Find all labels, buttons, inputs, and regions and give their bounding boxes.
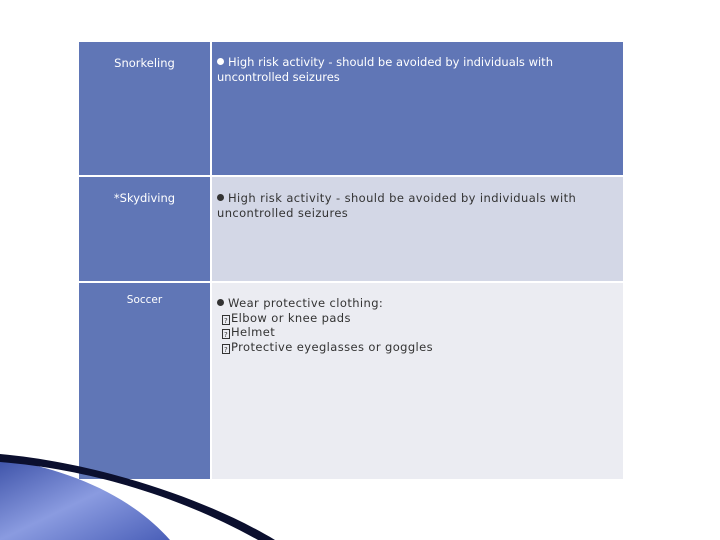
activity-cell: [79, 42, 211, 176]
activity-label: *Skydiving: [113, 191, 176, 205]
bullet-dot-icon: [217, 299, 224, 306]
activity-label: Soccer: [126, 294, 163, 306]
corner-swoosh-decoration: [0, 440, 300, 540]
bullet-dot-icon: [217, 194, 224, 201]
description-cell: [211, 42, 623, 176]
bullet-line: [217, 296, 383, 310]
bullet-dot-icon: [217, 58, 224, 65]
bullet-text: High risk activity - should be avoided by individuals with uncontrolled seizures: [217, 191, 577, 220]
activity-table: [79, 42, 623, 479]
missing-glyph-icon: ?: [223, 345, 229, 354]
table-row: [79, 42, 623, 176]
bullet-text: High risk activity - should be avoided by individuals with uncontrolled seizures: [217, 55, 553, 84]
bullet-line: [217, 191, 576, 220]
bullet-line: [217, 55, 553, 84]
description-cell: [211, 176, 623, 282]
sub-item: [217, 311, 623, 326]
missing-glyph-icon: ?: [223, 331, 229, 339]
sub-item: [217, 325, 623, 340]
activity-cell: [79, 176, 211, 282]
missing-glyph-icon: ?: [223, 316, 229, 325]
sub-item-text: Helmet: [231, 325, 276, 339]
table-row: [79, 176, 623, 282]
sub-item: [217, 340, 623, 355]
bullet-text: Wear protective clothing:: [228, 296, 384, 310]
sub-item-text: Elbow or knee pads: [231, 310, 351, 325]
activity-label: Snorkeling: [114, 56, 175, 70]
sub-item-text: Protective eyeglasses or goggles: [231, 339, 434, 354]
